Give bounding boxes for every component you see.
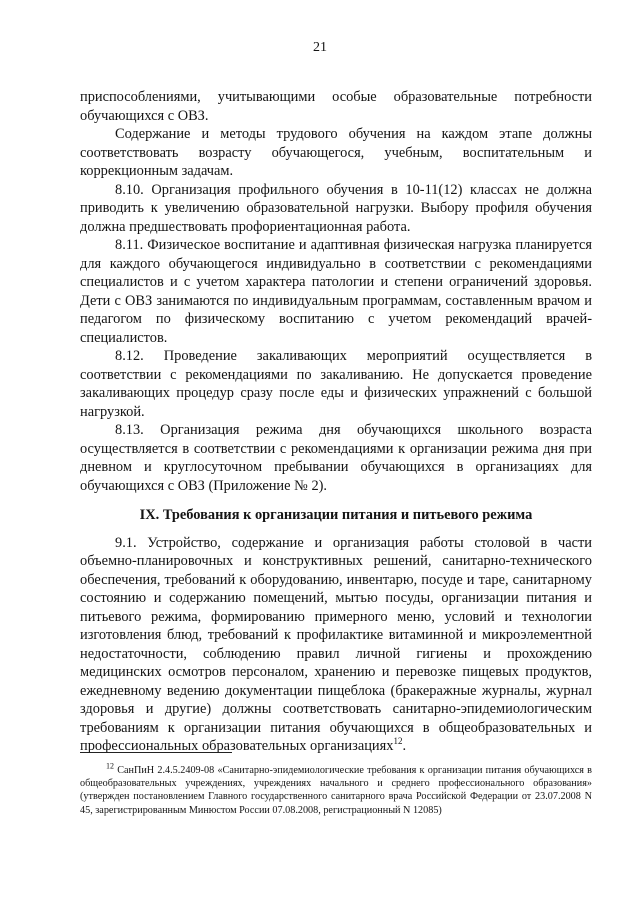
- paragraph-8-13: 8.13. Организация режима дня обучающихся школьного возраста осуществляется в соответствии с рекомендациями к организации режима дня при дневном и круглосуточном пребывании обучающихся в организациях для обучающихся с ОВЗ (Приложение № 2).: [80, 422, 592, 494]
- page-number: 21: [313, 40, 327, 55]
- paragraph-8-12: 8.12. Проведение закаливающих мероприятий осуществляется в соответствии с рекомендациями по закаливанию. Не допускается проведение закаливающих процедур сразу после еды и физических упражнений с большой нагрузкой.: [80, 348, 592, 420]
- footnote: [80, 761, 592, 817]
- footnote-text: СанПиН 2.4.5.2409-08 «Санитарно-эпидемиологические требования к организации питания обучающихся в общеобразовательных учреждениях, учреждениях начального и среднего профессионального образования» (утвержден постановлением Главного государственного санитарного врача Российской Федерации от 23.07.2008 N 45, зарегистрированным Минюстом России 07.08.2008, регистрационный N 12085): [80, 765, 592, 816]
- paragraph-9-1-text: 9.1. Устройство, содержание и организация работы столовой в части объемно-планировочных и конструктивных решений, санитарно-технического обеспечения, требований к оборудованию, инвентарю, посуде и таре, санитарному состоянию и содержанию помещений, мытью посуды, организации питания и питьевого режима, формированию примерного меню, условий и технологии изготовления блюд, требований к профилактике витаминной и микроэлементной недостаточности, соблюдению правил личной гигиены и прохождению медицинских осмотров персоналом, хранению и перевозке пищевых продуктов, ежедневному ведению документации пищеблока (бракеражные журналы, журнал здоровья и другие) должны соответствовать санитарно-эпидемиологическим требованиям к организации питания обучающихся в общеобразовательных и профессиональных образовательных организациях: [80, 534, 592, 754]
- paragraph-9-1: 9.1. Устройство, содержание и организация работы столовой в части объемно-планировочных и конструктивных решений, санитарно-технического обеспечения, требований к оборудованию, инвентарю, посуде и таре, санитарному состоянию и содержанию помещений, мытью посуды, организации питания и питьевого режима, формированию примерного меню, условий и технологии изготовления блюд, требований к профилактике витаминной и микроэлементной недостаточности, соблюдению правил личной гигиены и прохождению медицинских осмотров персоналом, хранению и перевозке пищевых продуктов, ежедневному ведению документации пищеблока (бракеражные журналы, журнал здоровья и другие) должны соответствовать санитарно-эпидемиологическим требованиям к организации питания обучающихся в общеобразовательных и профессиональных образовательных организациях$^{12}$.: [80, 534, 592, 754]
- document-body: [80, 88, 592, 756]
- footnote-divider: [80, 752, 232, 753]
- section-heading: IX. Требования к организации питания и питьевого режима: [139, 507, 533, 523]
- footnote-marker: 12: [106, 761, 114, 771]
- paragraph-labor-training: Содержание и методы трудового обучения на каждом этапе должны соответствовать возрасту обучающегося, учебным, воспитательным и коррекционным задачам.: [80, 126, 592, 179]
- paragraph-8-11: 8.11. Физическое воспитание и адаптивная физическая нагрузка планируется для каждого обучающегося индивидуально в соответствии с рекомендациями специалистов и с учетом характера патологии и степени ограничений здоровья. Дети с ОВЗ занимаются по индивидуальным программам, составленным врачом и педагогом по физическому воспитанию с учетом рекомендаций врачей-специалистов.: [80, 237, 592, 346]
- paragraph-8-10: 8.10. Организация профильного обучения в 10-11(12) классах не должна приводить к увеличению образовательной нагрузки. Выбору профиля обучения должна предшествовать профориентационная работа.: [80, 181, 592, 235]
- paragraph-continuation: приспособлениями, учитывающими особые образовательные потребности обучающихся с ОВЗ.: [80, 89, 592, 124]
- footnote-reference[interactable]: 12: [393, 736, 403, 747]
